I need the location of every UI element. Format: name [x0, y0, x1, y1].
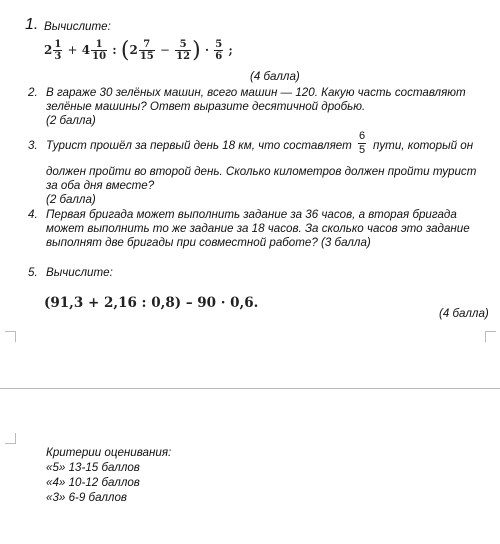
- task-1-expression: [44, 38, 233, 63]
- task-1-number: 1.: [25, 16, 39, 33]
- task-1-label: Вычислите:: [44, 20, 111, 33]
- task-5-label: Вычислите:: [46, 266, 113, 279]
- task-5-expression: (91,3 + 2,16 : 0,8) – 90 · 0,6.: [44, 295, 259, 311]
- task-3-line-1-end: пути, который он: [373, 139, 474, 152]
- expr-semicolon: ;: [228, 43, 233, 57]
- expr-left-paren: (: [120, 38, 130, 63]
- expr-plus: +: [67, 43, 78, 57]
- task-3-points: (2 балла): [46, 193, 96, 206]
- task-2-points: (2 балла): [46, 114, 96, 127]
- expr-frac-4: $\frac{5}{12}$: [176, 39, 191, 62]
- expr-frac-2: $\frac{1}{10}$: [92, 39, 107, 62]
- criteria-title: Критерии оценивания:: [46, 446, 172, 459]
- expr-whole-1: 2: [44, 43, 53, 57]
- task-2-number: 2.: [28, 86, 38, 99]
- task-4-line-2: может выполнить то же задание за 18 часов. За сколько часов это задание: [46, 222, 470, 235]
- expr-whole-2: 4: [81, 43, 91, 57]
- task-5-points: (4 балла): [439, 307, 489, 320]
- task-2-line-2: зелёные машины? Ответ выразите десятичной дробью.: [46, 100, 366, 113]
- criteria-item-5: «5» 13-15 баллов: [46, 461, 140, 474]
- task-3-line-1-start: Турист прошёл за первый день 18 км, что составляет: [46, 139, 352, 152]
- task-1-points: (4 балла): [250, 70, 300, 83]
- criteria-item-3: «3» 6-9 баллов: [46, 491, 127, 504]
- task-2-line-1: В гараже 30 зелёных машин, всего машин — 120. Какую часть составляют: [46, 86, 466, 99]
- expr-frac-3: $\frac{7}{15}$: [139, 39, 154, 62]
- expr-minus: −: [159, 43, 170, 57]
- expr-right-paren: ): [192, 38, 201, 63]
- page-corner-mark-bottom: [5, 433, 16, 444]
- task-4-number: 4.: [28, 208, 38, 221]
- task-3-number: 3.: [28, 139, 38, 152]
- task-3-line-3: за оба дня вместе?: [46, 179, 155, 192]
- page-break-line: [0, 388, 500, 389]
- task-4-line-3: выполнят две бригады при совместной работе? (3 балла): [46, 236, 371, 249]
- page-corner-mark-top: [5, 331, 16, 342]
- expr-frac-1: $\frac{1}{3}$: [54, 39, 62, 62]
- expr-dot: ·: [204, 43, 210, 57]
- task-3-line-2: должен пройти во второй день. Сколько километров должен пройти турист: [46, 165, 477, 178]
- criteria-item-4: «4» 10-12 баллов: [46, 476, 140, 489]
- task-5-number: 5.: [28, 266, 38, 279]
- expr-frac-5: $\frac{5}{6}$: [215, 39, 223, 62]
- task-3-fraction: $\frac{6}{5}$: [359, 130, 366, 156]
- expr-colon: :: [112, 43, 117, 57]
- expr-whole-3: 2: [129, 43, 138, 57]
- task-4-line-1: Первая бригада может выполнить задание за 36 часов, а вторая бригада: [46, 208, 457, 221]
- page-corner-mark-top-right: [485, 331, 496, 342]
